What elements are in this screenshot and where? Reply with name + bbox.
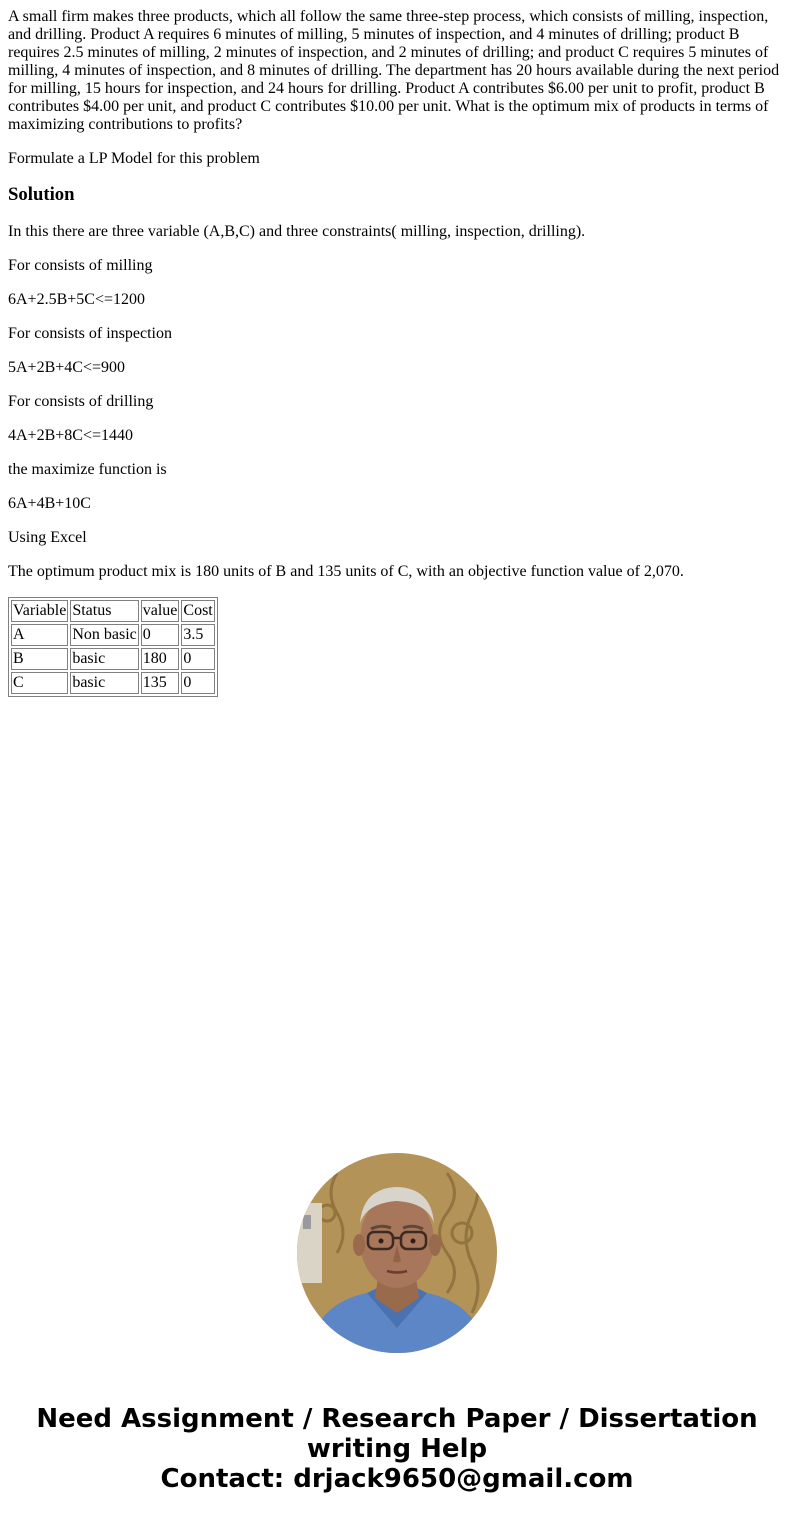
table-cell: 0 <box>181 648 214 670</box>
milling-constraint: 6A+2.5B+5C<=1200 <box>8 291 145 308</box>
solution-intro: In this there are three variable (A,B,C) and three constraints( milling, inspection, drilling). <box>8 223 586 240</box>
table-row <box>11 672 215 694</box>
table-cell: basic <box>70 672 138 694</box>
tutor-avatar <box>297 1153 497 1353</box>
objective-label: the maximize function is <box>8 461 167 478</box>
table-header-row <box>11 600 215 622</box>
inspection-label: For consists of inspection <box>8 325 172 342</box>
result-table <box>8 597 218 697</box>
table-header-cell: Cost <box>181 600 214 622</box>
table-cell: 3.5 <box>181 624 214 646</box>
table-cell: 0 <box>141 624 180 646</box>
objective-function: 6A+4B+10C <box>8 495 91 512</box>
drilling-label: For consists of drilling <box>8 393 154 410</box>
document-body <box>8 8 786 697</box>
table-header-cell: Status <box>70 600 138 622</box>
banner-line-1: Need Assignment / Research Paper / Dissertation <box>36 1404 758 1434</box>
problem-statement: A small firm makes three products, which all follow the same three-step process, which consists of milling, inspection, and drilling. Product A requires 6 minutes of milling, 5 minutes of inspection, and 4 minutes of drilling; product B requires 2.5 minutes of milling, 2 minutes of inspection, and 2 minutes of drilling; and product C requires 5 minutes of milling, 4 minutes of inspection, and 8 minutes of drilling. The department has 20 hours available during the next period for milling, 15 hours for inspection, and 24 hours for drilling. Product A contributes $6.00 per unit to profit, product B contributes $4.00 per unit, and product C contributes $10.00 per unit. What is the optimum mix of products in terms of maximizing contributions to profits? <box>8 8 780 133</box>
table-cell: basic <box>70 648 138 670</box>
conclusion: The optimum product mix is 180 units of B and 135 units of C, with an objective function value of 2,070. <box>8 563 684 580</box>
banner-line-2: writing Help <box>306 1434 488 1464</box>
table-row <box>11 624 215 646</box>
drilling-constraint: 4A+2B+8C<=1440 <box>8 427 133 444</box>
task-prompt: Formulate a LP Model for this problem <box>8 150 260 167</box>
banner-line-3: Contact: drjack9650@gmail.com <box>160 1464 634 1494</box>
table-cell: Non basic <box>70 624 138 646</box>
table-header-cell: Variable <box>11 600 68 622</box>
table-header-cell: value <box>141 600 180 622</box>
tool-note: Using Excel <box>8 529 87 546</box>
table-cell: 135 <box>141 672 180 694</box>
table-cell: B <box>11 648 68 670</box>
table-cell: 0 <box>181 672 214 694</box>
table-cell: C <box>11 672 68 694</box>
table-cell: A <box>11 624 68 646</box>
inspection-constraint: 5A+2B+4C<=900 <box>8 359 125 376</box>
solution-heading: Solution <box>8 184 75 205</box>
table-row <box>11 648 215 670</box>
milling-label: For consists of milling <box>8 257 153 274</box>
contact-banner <box>0 1404 794 1494</box>
table-cell: 180 <box>141 648 180 670</box>
